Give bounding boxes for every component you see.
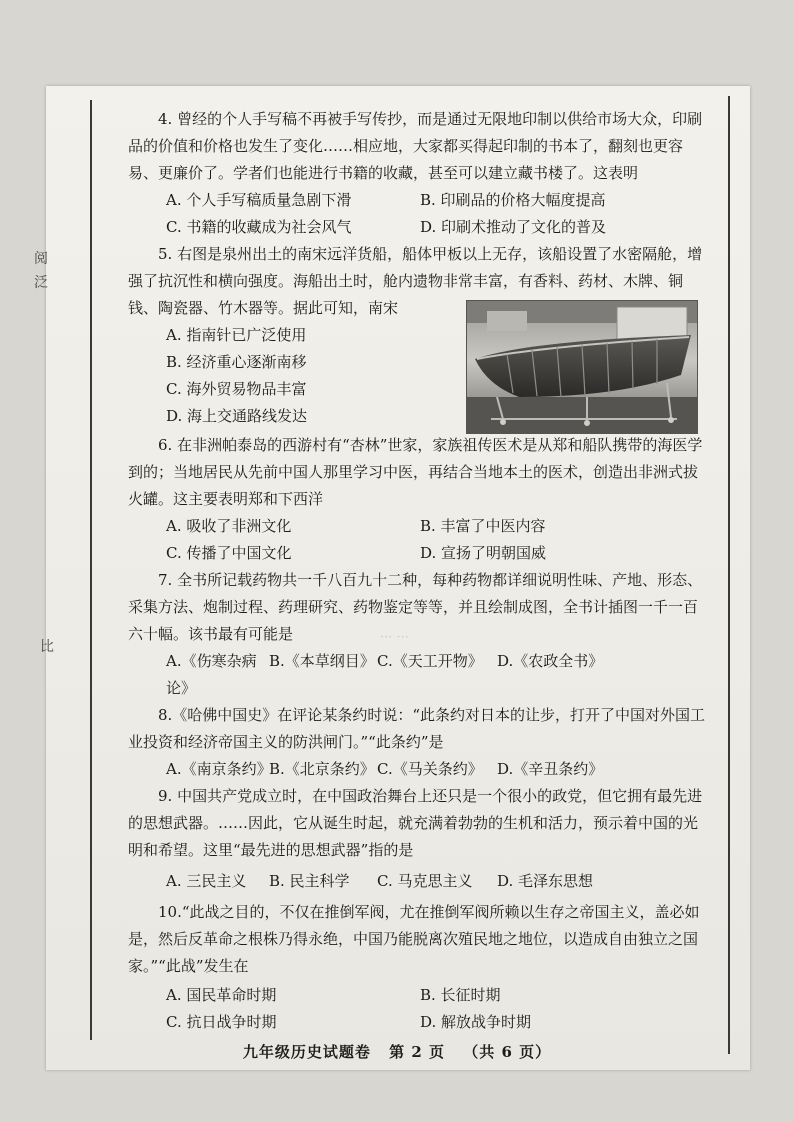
ship-photo [466,300,698,434]
option-b[interactable]: B.《北京条约》 [269,760,375,778]
option-group [128,982,708,1036]
question-10 [128,899,708,1036]
question-stem: 8.《哈佛中国史》在评论某条约时说：“此条约对日本的让步，打开了中国对外国工业投资和经济帝国主义的防洪闸门。”“此条约”是 [128,706,705,751]
margin-mark: 比 [40,639,54,655]
question-stem: 4. 曾经的个人手写稿不再被手写传抄，而是通过无限地印制以供给市场大众，印刷品的价值和价格也发生了变化……相应地，大家都买得起印制的书本了，翻刻也更容易、更廉价了。学者们也能进行书籍的收藏，甚至可以建立藏书楼了。这表明 [128,110,703,182]
option-a[interactable]: A. 吸收了非洲文化 [166,517,292,535]
question-4 [128,106,708,241]
option-d[interactable]: D. 印刷术推动了文化的普及 [420,218,607,236]
option-a[interactable]: A. 国民革命时期 [166,986,277,1004]
question-stem: 6. 在非洲帕泰岛的西游村有“杏林”世家，家族祖传医术是从郑和船队携带的海医学到的；当地居民从先前中国人那里学习中医，再结合当地本土的医术，创造出非洲式拔火罐。这主要表明郑和下西洋 [128,436,703,508]
right-margin-rule [728,96,730,1054]
option-d[interactable]: D. 宣扬了明朝国威 [420,544,547,562]
option-b[interactable]: B. 丰富了中医内容 [420,517,546,535]
option-c[interactable]: C.《天工开物》 [377,652,483,670]
option-a[interactable]: A. 指南针已广泛使用 [166,326,307,344]
bleed-through: ··· ··· [380,630,409,645]
option-c[interactable]: C. 抗日战争时期 [166,1013,277,1031]
option-group [128,187,708,241]
footer-total: （共 6 页） [463,1043,552,1061]
option-d[interactable]: D. 解放战争时期 [420,1013,532,1031]
option-d[interactable]: D. 海上交通路线发达 [166,407,308,425]
option-group [128,513,708,567]
option-b[interactable]: B. 经济重心逐渐南移 [166,353,307,371]
option-d[interactable]: D.《辛丑条约》 [497,760,604,778]
question-stem: 5. 右图是泉州出土的南宋远洋货船，船体甲板以上无存，该船设置了水密隔舱，增强了抗沉性和横向强度。海船出土时，舱内遗物非常丰富，有香料、药材、木牌、铜钱、陶瓷器、竹木器等。据此可知，南宋 [128,245,703,317]
option-b[interactable]: B. 长征时期 [420,986,501,1004]
option-group [128,868,708,895]
question-6 [128,432,708,567]
option-d[interactable]: D.《农政全书》 [497,652,604,670]
left-margin-rule [90,100,92,1040]
option-b[interactable]: B. 印刷品的价格大幅度提高 [420,191,606,209]
option-a[interactable]: A. 个人手写稿质量急剧下滑 [166,191,352,209]
option-group [128,648,708,702]
question-stem: 9. 中国共产党成立时，在中国政治舞台上还只是一个很小的政党，但它拥有最先进的思想武器。……因此，它从诞生时起，就充满着勃勃的生机和活力，预示着中国的光明和希望。这里“最先进的思想武器”指的是 [128,787,703,859]
question-8 [128,702,708,783]
option-a[interactable]: A. 三民主义 [166,872,247,890]
footer-title: 九年级历史试题卷 [242,1043,371,1061]
page-footer [0,1041,794,1062]
question-9 [128,783,708,895]
question-stem: 7. 全书所记载药物共一千八百九十二种，每种药物都详细说明性味、产地、形态、采集方法、炮制过程、药理研究、药物鉴定等等，并且绘制成图，全书计插图一千一百六十幅。该书最有可能是 [128,571,703,643]
footer-page: 第 2 页 [389,1043,445,1061]
option-c[interactable]: C. 马克思主义 [377,872,473,890]
margin-mark: 泛 [34,275,48,291]
option-b[interactable]: B. 民主科学 [269,872,350,890]
question-stem: 10.“此战之目的，不仅在推倒军阀，尤在推倒军阀所赖以生存之帝国主义，盖必如是，然后反革命之根株乃得永绝，中国乃能脱离次殖民地之地位，以造成自由独立之国家。”“此战”发生在 [128,903,700,975]
question-7 [128,567,708,702]
question-list [128,106,708,1036]
margin-mark: 阅 [34,251,48,267]
option-a[interactable]: A.《南京条约》 [166,760,272,778]
option-b[interactable]: B.《本草纲目》 [269,652,375,670]
option-group [128,756,708,783]
option-c[interactable]: C. 传播了中国文化 [166,544,292,562]
option-c[interactable]: C.《马关条约》 [377,760,483,778]
option-c[interactable]: C. 海外贸易物品丰富 [166,380,307,398]
option-c[interactable]: C. 书籍的收藏成为社会风气 [166,218,352,236]
option-a[interactable]: A.《伤寒杂病论》 [166,652,257,697]
option-d[interactable]: D. 毛泽东思想 [497,872,594,890]
